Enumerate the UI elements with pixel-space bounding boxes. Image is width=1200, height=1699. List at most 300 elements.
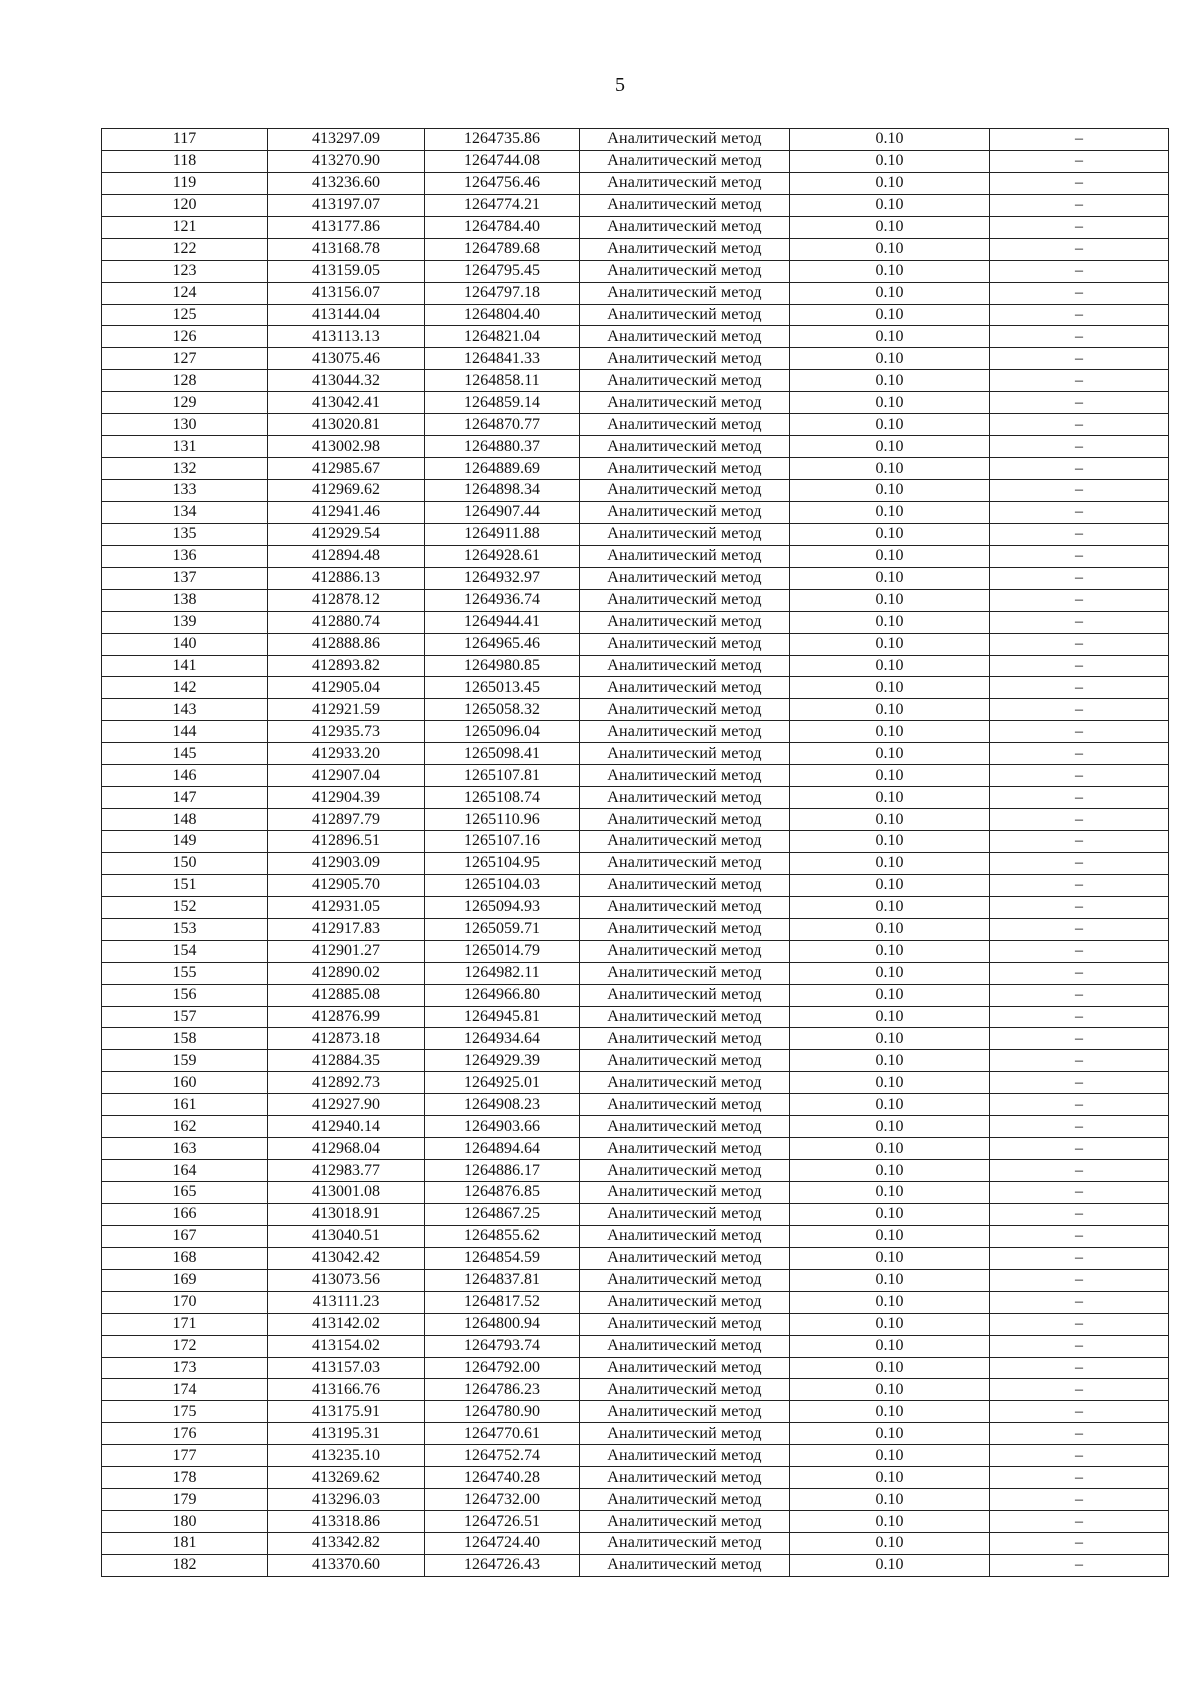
accuracy-cell: 0.10	[790, 984, 990, 1006]
y-coordinate-cell: 1265058.32	[425, 699, 580, 721]
method-cell: Аналитический метод	[580, 260, 790, 282]
x-coordinate-cell: 413020.81	[268, 414, 425, 436]
point-number-cell: 138	[102, 589, 268, 611]
method-cell: Аналитический метод	[580, 129, 790, 151]
accuracy-cell: 0.10	[790, 809, 990, 831]
x-coordinate-cell: 413042.42	[268, 1247, 425, 1269]
x-coordinate-cell: 412968.04	[268, 1138, 425, 1160]
y-coordinate-cell: 1264894.64	[425, 1138, 580, 1160]
note-cell: –	[990, 589, 1169, 611]
point-number-cell: 144	[102, 721, 268, 743]
x-coordinate-cell: 412878.12	[268, 589, 425, 611]
point-number-cell: 172	[102, 1335, 268, 1357]
table-row	[102, 1554, 1169, 1576]
note-cell: –	[990, 633, 1169, 655]
point-number-cell: 174	[102, 1379, 268, 1401]
point-number-cell: 133	[102, 480, 268, 502]
accuracy-cell: 0.10	[790, 1467, 990, 1489]
point-number-cell: 153	[102, 918, 268, 940]
point-number-cell: 135	[102, 523, 268, 545]
method-cell: Аналитический метод	[580, 918, 790, 940]
note-cell: –	[990, 1335, 1169, 1357]
x-coordinate-cell: 412876.99	[268, 1006, 425, 1028]
y-coordinate-cell: 1264792.00	[425, 1357, 580, 1379]
method-cell: Аналитический метод	[580, 940, 790, 962]
note-cell: –	[990, 831, 1169, 853]
point-number-cell: 150	[102, 852, 268, 874]
table-row	[102, 436, 1169, 458]
point-number-cell: 121	[102, 216, 268, 238]
note-cell: –	[990, 370, 1169, 392]
x-coordinate-cell: 413175.91	[268, 1401, 425, 1423]
x-coordinate-cell: 413166.76	[268, 1379, 425, 1401]
table-row	[102, 699, 1169, 721]
table-row	[102, 458, 1169, 480]
accuracy-cell: 0.10	[790, 589, 990, 611]
accuracy-cell: 0.10	[790, 765, 990, 787]
note-cell: –	[990, 611, 1169, 633]
accuracy-cell: 0.10	[790, 1379, 990, 1401]
accuracy-cell: 0.10	[790, 458, 990, 480]
x-coordinate-cell: 412917.83	[268, 918, 425, 940]
y-coordinate-cell: 1264911.88	[425, 523, 580, 545]
accuracy-cell: 0.10	[790, 1401, 990, 1423]
y-coordinate-cell: 1264929.39	[425, 1050, 580, 1072]
point-number-cell: 177	[102, 1445, 268, 1467]
table-row	[102, 896, 1169, 918]
accuracy-cell: 0.10	[790, 1116, 990, 1138]
method-cell: Аналитический метод	[580, 1094, 790, 1116]
accuracy-cell: 0.10	[790, 1160, 990, 1182]
y-coordinate-cell: 1264932.97	[425, 567, 580, 589]
method-cell: Аналитический метод	[580, 809, 790, 831]
method-cell: Аналитический метод	[580, 304, 790, 326]
note-cell: –	[990, 1533, 1169, 1555]
point-number-cell: 159	[102, 1050, 268, 1072]
point-number-cell: 123	[102, 260, 268, 282]
note-cell: –	[990, 172, 1169, 194]
table-row	[102, 1160, 1169, 1182]
accuracy-cell: 0.10	[790, 1225, 990, 1247]
x-coordinate-cell: 413157.03	[268, 1357, 425, 1379]
y-coordinate-cell: 1264726.43	[425, 1554, 580, 1576]
table-row	[102, 611, 1169, 633]
y-coordinate-cell: 1264859.14	[425, 392, 580, 414]
table-row	[102, 1467, 1169, 1489]
accuracy-cell: 0.10	[790, 633, 990, 655]
x-coordinate-cell: 412904.39	[268, 787, 425, 809]
note-cell: –	[990, 1554, 1169, 1576]
note-cell: –	[990, 1138, 1169, 1160]
accuracy-cell: 0.10	[790, 282, 990, 304]
method-cell: Аналитический метод	[580, 348, 790, 370]
accuracy-cell: 0.10	[790, 677, 990, 699]
x-coordinate-cell: 412921.59	[268, 699, 425, 721]
method-cell: Аналитический метод	[580, 1423, 790, 1445]
table-row	[102, 1203, 1169, 1225]
note-cell: –	[990, 194, 1169, 216]
x-coordinate-cell: 412880.74	[268, 611, 425, 633]
y-coordinate-cell: 1264780.90	[425, 1401, 580, 1423]
x-coordinate-cell: 412927.90	[268, 1094, 425, 1116]
method-cell: Аналитический метод	[580, 1203, 790, 1225]
point-number-cell: 165	[102, 1182, 268, 1204]
note-cell: –	[990, 1401, 1169, 1423]
accuracy-cell: 0.10	[790, 1006, 990, 1028]
x-coordinate-cell: 412940.14	[268, 1116, 425, 1138]
method-cell: Аналитический метод	[580, 633, 790, 655]
x-coordinate-cell: 412929.54	[268, 523, 425, 545]
point-number-cell: 166	[102, 1203, 268, 1225]
x-coordinate-cell: 413073.56	[268, 1269, 425, 1291]
x-coordinate-cell: 412873.18	[268, 1028, 425, 1050]
note-cell: –	[990, 129, 1169, 151]
method-cell: Аналитический метод	[580, 787, 790, 809]
note-cell: –	[990, 809, 1169, 831]
method-cell: Аналитический метод	[580, 1379, 790, 1401]
point-number-cell: 182	[102, 1554, 268, 1576]
note-cell: –	[990, 940, 1169, 962]
method-cell: Аналитический метод	[580, 1467, 790, 1489]
y-coordinate-cell: 1265096.04	[425, 721, 580, 743]
point-number-cell: 125	[102, 304, 268, 326]
point-number-cell: 180	[102, 1511, 268, 1533]
accuracy-cell: 0.10	[790, 370, 990, 392]
y-coordinate-cell: 1264903.66	[425, 1116, 580, 1138]
method-cell: Аналитический метод	[580, 1511, 790, 1533]
point-number-cell: 179	[102, 1489, 268, 1511]
point-number-cell: 156	[102, 984, 268, 1006]
x-coordinate-cell: 413195.31	[268, 1423, 425, 1445]
x-coordinate-cell: 412896.51	[268, 831, 425, 853]
table-row	[102, 809, 1169, 831]
accuracy-cell: 0.10	[790, 1357, 990, 1379]
accuracy-cell: 0.10	[790, 150, 990, 172]
x-coordinate-cell: 413018.91	[268, 1203, 425, 1225]
method-cell: Аналитический метод	[580, 1489, 790, 1511]
method-cell: Аналитический метод	[580, 1313, 790, 1335]
accuracy-cell: 0.10	[790, 1269, 990, 1291]
accuracy-cell: 0.10	[790, 194, 990, 216]
method-cell: Аналитический метод	[580, 1401, 790, 1423]
accuracy-cell: 0.10	[790, 699, 990, 721]
table-row	[102, 523, 1169, 545]
table-row	[102, 984, 1169, 1006]
note-cell: –	[990, 1094, 1169, 1116]
note-cell: –	[990, 962, 1169, 984]
accuracy-cell: 0.10	[790, 216, 990, 238]
table-row	[102, 1423, 1169, 1445]
method-cell: Аналитический метод	[580, 611, 790, 633]
y-coordinate-cell: 1264756.46	[425, 172, 580, 194]
x-coordinate-cell: 413111.23	[268, 1291, 425, 1313]
method-cell: Аналитический метод	[580, 282, 790, 304]
note-cell: –	[990, 677, 1169, 699]
table-row	[102, 1511, 1169, 1533]
coordinates-table	[101, 128, 1169, 1577]
point-number-cell: 129	[102, 392, 268, 414]
accuracy-cell: 0.10	[790, 567, 990, 589]
x-coordinate-cell: 413113.13	[268, 326, 425, 348]
x-coordinate-cell: 413370.60	[268, 1554, 425, 1576]
table-row	[102, 787, 1169, 809]
note-cell: –	[990, 1247, 1169, 1269]
y-coordinate-cell: 1264752.74	[425, 1445, 580, 1467]
point-number-cell: 154	[102, 940, 268, 962]
accuracy-cell: 0.10	[790, 787, 990, 809]
x-coordinate-cell: 413075.46	[268, 348, 425, 370]
method-cell: Аналитический метод	[580, 238, 790, 260]
x-coordinate-cell: 412969.62	[268, 480, 425, 502]
method-cell: Аналитический метод	[580, 896, 790, 918]
note-cell: –	[990, 1467, 1169, 1489]
method-cell: Аналитический метод	[580, 852, 790, 874]
table-row	[102, 1050, 1169, 1072]
y-coordinate-cell: 1264944.41	[425, 611, 580, 633]
table-row	[102, 282, 1169, 304]
table-row	[102, 304, 1169, 326]
note-cell: –	[990, 1423, 1169, 1445]
y-coordinate-cell: 1264980.85	[425, 655, 580, 677]
method-cell: Аналитический метод	[580, 1247, 790, 1269]
x-coordinate-cell: 413001.08	[268, 1182, 425, 1204]
note-cell: –	[990, 1225, 1169, 1247]
point-number-cell: 157	[102, 1006, 268, 1028]
table-row	[102, 172, 1169, 194]
x-coordinate-cell: 413044.32	[268, 370, 425, 392]
y-coordinate-cell: 1265059.71	[425, 918, 580, 940]
table-row	[102, 1072, 1169, 1094]
point-number-cell: 149	[102, 831, 268, 853]
method-cell: Аналитический метод	[580, 1116, 790, 1138]
method-cell: Аналитический метод	[580, 831, 790, 853]
point-number-cell: 143	[102, 699, 268, 721]
y-coordinate-cell: 1264982.11	[425, 962, 580, 984]
note-cell: –	[990, 414, 1169, 436]
x-coordinate-cell: 412893.82	[268, 655, 425, 677]
method-cell: Аналитический метод	[580, 216, 790, 238]
x-coordinate-cell: 412985.67	[268, 458, 425, 480]
method-cell: Аналитический метод	[580, 721, 790, 743]
y-coordinate-cell: 1264793.74	[425, 1335, 580, 1357]
x-coordinate-cell: 413040.51	[268, 1225, 425, 1247]
x-coordinate-cell: 413168.78	[268, 238, 425, 260]
y-coordinate-cell: 1264732.00	[425, 1489, 580, 1511]
y-coordinate-cell: 1264724.40	[425, 1533, 580, 1555]
method-cell: Аналитический метод	[580, 150, 790, 172]
note-cell: –	[990, 1269, 1169, 1291]
accuracy-cell: 0.10	[790, 1489, 990, 1511]
point-number-cell: 160	[102, 1072, 268, 1094]
x-coordinate-cell: 412884.35	[268, 1050, 425, 1072]
y-coordinate-cell: 1264784.40	[425, 216, 580, 238]
accuracy-cell: 0.10	[790, 1554, 990, 1576]
x-coordinate-cell: 412890.02	[268, 962, 425, 984]
accuracy-cell: 0.10	[790, 1203, 990, 1225]
method-cell: Аналитический метод	[580, 194, 790, 216]
y-coordinate-cell: 1264907.44	[425, 501, 580, 523]
method-cell: Аналитический метод	[580, 1006, 790, 1028]
point-number-cell: 146	[102, 765, 268, 787]
method-cell: Аналитический метод	[580, 1533, 790, 1555]
y-coordinate-cell: 1264934.64	[425, 1028, 580, 1050]
table-row	[102, 852, 1169, 874]
x-coordinate-cell: 413144.04	[268, 304, 425, 326]
accuracy-cell: 0.10	[790, 348, 990, 370]
table-row	[102, 1445, 1169, 1467]
point-number-cell: 161	[102, 1094, 268, 1116]
method-cell: Аналитический метод	[580, 567, 790, 589]
y-coordinate-cell: 1264936.74	[425, 589, 580, 611]
note-cell: –	[990, 282, 1169, 304]
y-coordinate-cell: 1264876.85	[425, 1182, 580, 1204]
accuracy-cell: 0.10	[790, 1182, 990, 1204]
point-number-cell: 178	[102, 1467, 268, 1489]
point-number-cell: 163	[102, 1138, 268, 1160]
table-row	[102, 1247, 1169, 1269]
accuracy-cell: 0.10	[790, 414, 990, 436]
point-number-cell: 148	[102, 809, 268, 831]
method-cell: Аналитический метод	[580, 370, 790, 392]
point-number-cell: 147	[102, 787, 268, 809]
y-coordinate-cell: 1265104.03	[425, 874, 580, 896]
note-cell: –	[990, 984, 1169, 1006]
point-number-cell: 164	[102, 1160, 268, 1182]
x-coordinate-cell: 413342.82	[268, 1533, 425, 1555]
table-row	[102, 567, 1169, 589]
method-cell: Аналитический метод	[580, 1291, 790, 1313]
accuracy-cell: 0.10	[790, 501, 990, 523]
note-cell: –	[990, 1006, 1169, 1028]
accuracy-cell: 0.10	[790, 1533, 990, 1555]
note-cell: –	[990, 1116, 1169, 1138]
x-coordinate-cell: 413177.86	[268, 216, 425, 238]
note-cell: –	[990, 480, 1169, 502]
x-coordinate-cell: 412901.27	[268, 940, 425, 962]
note-cell: –	[990, 392, 1169, 414]
point-number-cell: 173	[102, 1357, 268, 1379]
accuracy-cell: 0.10	[790, 655, 990, 677]
accuracy-cell: 0.10	[790, 896, 990, 918]
y-coordinate-cell: 1264841.33	[425, 348, 580, 370]
note-cell: –	[990, 918, 1169, 940]
method-cell: Аналитический метод	[580, 1225, 790, 1247]
note-cell: –	[990, 1072, 1169, 1094]
x-coordinate-cell: 413296.03	[268, 1489, 425, 1511]
note-cell: –	[990, 458, 1169, 480]
point-number-cell: 162	[102, 1116, 268, 1138]
point-number-cell: 122	[102, 238, 268, 260]
note-cell: –	[990, 655, 1169, 677]
y-coordinate-cell: 1265108.74	[425, 787, 580, 809]
x-coordinate-cell: 412931.05	[268, 896, 425, 918]
note-cell: –	[990, 1379, 1169, 1401]
method-cell: Аналитический метод	[580, 1445, 790, 1467]
accuracy-cell: 0.10	[790, 1050, 990, 1072]
accuracy-cell: 0.10	[790, 1072, 990, 1094]
accuracy-cell: 0.10	[790, 545, 990, 567]
note-cell: –	[990, 545, 1169, 567]
point-number-cell: 141	[102, 655, 268, 677]
y-coordinate-cell: 1264770.61	[425, 1423, 580, 1445]
table-row	[102, 348, 1169, 370]
note-cell: –	[990, 1050, 1169, 1072]
table-row	[102, 480, 1169, 502]
accuracy-cell: 0.10	[790, 238, 990, 260]
method-cell: Аналитический метод	[580, 677, 790, 699]
method-cell: Аналитический метод	[580, 414, 790, 436]
accuracy-cell: 0.10	[790, 260, 990, 282]
point-number-cell: 120	[102, 194, 268, 216]
accuracy-cell: 0.10	[790, 304, 990, 326]
table-row	[102, 1533, 1169, 1555]
table-row	[102, 1006, 1169, 1028]
y-coordinate-cell: 1264880.37	[425, 436, 580, 458]
note-cell: –	[990, 150, 1169, 172]
method-cell: Аналитический метод	[580, 458, 790, 480]
note-cell: –	[990, 743, 1169, 765]
note-cell: –	[990, 523, 1169, 545]
note-cell: –	[990, 699, 1169, 721]
x-coordinate-cell: 413270.90	[268, 150, 425, 172]
note-cell: –	[990, 1511, 1169, 1533]
method-cell: Аналитический метод	[580, 523, 790, 545]
table-row	[102, 1028, 1169, 1050]
table-row	[102, 1269, 1169, 1291]
table-body	[102, 129, 1169, 1577]
note-cell: –	[990, 238, 1169, 260]
method-cell: Аналитический метод	[580, 392, 790, 414]
note-cell: –	[990, 765, 1169, 787]
point-number-cell: 181	[102, 1533, 268, 1555]
y-coordinate-cell: 1264789.68	[425, 238, 580, 260]
method-cell: Аналитический метод	[580, 1554, 790, 1576]
x-coordinate-cell: 413236.60	[268, 172, 425, 194]
x-coordinate-cell: 412905.04	[268, 677, 425, 699]
point-number-cell: 168	[102, 1247, 268, 1269]
x-coordinate-cell: 412983.77	[268, 1160, 425, 1182]
note-cell: –	[990, 348, 1169, 370]
note-cell: –	[990, 787, 1169, 809]
x-coordinate-cell: 412933.20	[268, 743, 425, 765]
note-cell: –	[990, 1291, 1169, 1313]
table-row	[102, 1357, 1169, 1379]
method-cell: Аналитический метод	[580, 1028, 790, 1050]
accuracy-cell: 0.10	[790, 523, 990, 545]
point-number-cell: 126	[102, 326, 268, 348]
y-coordinate-cell: 1264726.51	[425, 1511, 580, 1533]
x-coordinate-cell: 413269.62	[268, 1467, 425, 1489]
y-coordinate-cell: 1264925.01	[425, 1072, 580, 1094]
table-row	[102, 1138, 1169, 1160]
x-coordinate-cell: 412941.46	[268, 501, 425, 523]
y-coordinate-cell: 1264821.04	[425, 326, 580, 348]
note-cell: –	[990, 304, 1169, 326]
y-coordinate-cell: 1265104.95	[425, 852, 580, 874]
point-number-cell: 136	[102, 545, 268, 567]
accuracy-cell: 0.10	[790, 1291, 990, 1313]
y-coordinate-cell: 1264889.69	[425, 458, 580, 480]
note-cell: –	[990, 1489, 1169, 1511]
point-number-cell: 142	[102, 677, 268, 699]
x-coordinate-cell: 413002.98	[268, 436, 425, 458]
point-number-cell: 130	[102, 414, 268, 436]
table-row	[102, 1291, 1169, 1313]
y-coordinate-cell: 1264735.86	[425, 129, 580, 151]
x-coordinate-cell: 413235.10	[268, 1445, 425, 1467]
point-number-cell: 132	[102, 458, 268, 480]
y-coordinate-cell: 1265098.41	[425, 743, 580, 765]
